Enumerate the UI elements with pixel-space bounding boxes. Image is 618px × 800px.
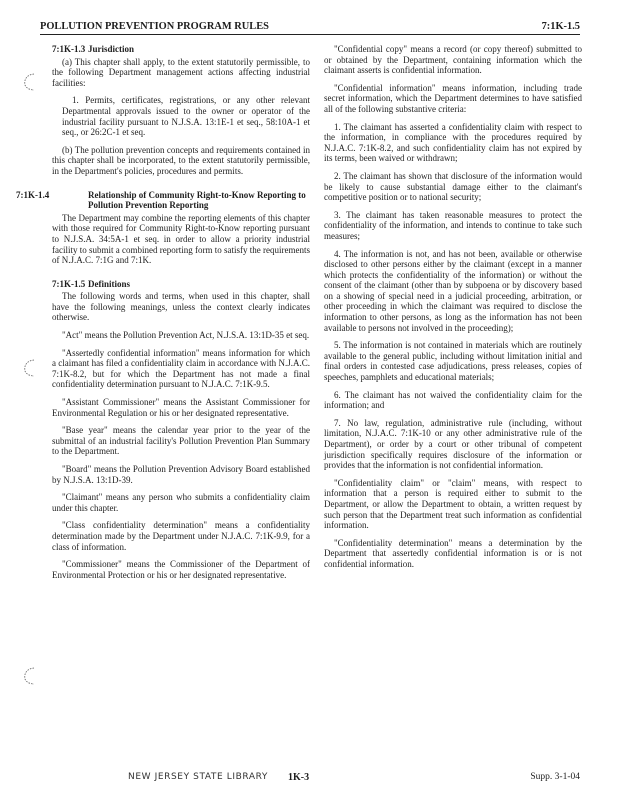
binder-hole-mark xyxy=(22,666,36,686)
definition: "Claimant" means any person who submits a confidentiality claim under this chapter. xyxy=(52,492,310,513)
header-section-ref: 7:1K-1.5 xyxy=(541,21,580,32)
definition: "Base year" means the calendar year prior to the year of the submittal of an industrial facility's Pollution Prevention Plan Summary to the Department. xyxy=(52,425,310,457)
definition: "Class confidentiality determination" means a confidentiality determination made by the Department under N.J.A.C. 7:1K-9.9, for a class of information. xyxy=(52,520,310,552)
criterion: 5. The information is not contained in materials which are routinely available to the general public, including without limitation initial and final orders in contested case adjudications, press releases, copies of speeches, pamphlets and educational materials; xyxy=(324,340,582,383)
running-header xyxy=(40,16,580,35)
paragraph: The following words and terms, when used in this chapter, shall have the following meanings, unless the context clearly indicates otherwise. xyxy=(52,291,310,323)
criterion: 2. The claimant has shown that disclosure of the information would be likely to cause substantial damage either to the claimant's competitive position or to national security; xyxy=(324,170,582,203)
definition: "Confidential information" means information, including trade secret information, which the Department determines to have satisfied all of the following substantive criteria: xyxy=(324,82,582,114)
criterion: 6. The claimant has not waived the confidentiality claim for the information; and xyxy=(324,389,582,411)
definition: "Confidential copy" means a record (or copy thereof) submitted to or obtained by the Department, containing information which the claimant asserts is confidential information. xyxy=(324,44,582,76)
binder-hole-mark xyxy=(22,72,36,92)
paragraph: (a) This chapter shall apply, to the extent statutorily permissible, to the following Department management actions affecting industrial facilities: xyxy=(52,56,310,88)
definition: "Confidentiality claim" or "claim" means, with respect to information that a person is required either to submit to the Department, or allow the Department to obtain, a written request by such person that the Department treat such information as confidential information. xyxy=(324,477,582,531)
library-stamp: NEW JERSEY STATE LIBRARY xyxy=(128,772,269,782)
paragraph: 1. Permits, certificates, registrations, or any other relevant Departmental approvals issued to the owner or operator of the industrial facility pursuant to N.J.S.A. 13:1E-1 et seq., 58:10A-1 et seq., or 26:2C-1 et seq. xyxy=(62,95,310,138)
left-column xyxy=(16,44,310,587)
paragraph: The Department may combine the reporting elements of this chapter with those required for Community Right-to-Know reporting pursuant to N.J.S.A. 34:5A-1 et seq. in order to allow a priority industrial facility to submit a combined reporting form to satisfy the requirements of N.J.A.C. 7:1G and 7:1K. xyxy=(52,212,310,266)
header-title: POLLUTION PREVENTION PROGRAM RULES xyxy=(40,21,269,32)
definition: "Act" means the Pollution Prevention Act, N.J.S.A. 13:1D-35 et seq. xyxy=(62,330,310,341)
criterion: 4. The information is not, and has not been, available or otherwise disclosed to other persons either by the claimant (except in a manner which protects the confidentiality of the information) or without the consent of the claimant (other than by subpoena or by discovery based on a showing of special need in a judicial proceeding, arbitration, or other proceeding in which the claimant was required to disclose the information to other persons, as long as the information has not been available to persons not involved in the proceeding); xyxy=(324,248,582,333)
section-heading-1-4: 7:1K-1.4 Relationship of Community Right-to-Know Reporting to Pollution Prevention Reporting xyxy=(16,189,306,211)
criterion: 7. No law, regulation, administrative rule (including, without limitation, N.J.A.C. 7:1K-10 or any other administrative rule of the Department), or order by a court or other tribunal of competent jurisdiction specifically requires disclosure of the information or provides that the information is not confidential information. xyxy=(324,417,582,471)
right-column xyxy=(324,44,582,577)
section-heading-1-5: 7:1K-1.5 Definitions xyxy=(52,278,131,289)
section-heading-1-3: 7:1K-1.3 Jurisdiction xyxy=(52,44,135,54)
definition: "Assistant Commissioner" means the Assistant Commissioner for Environmental Regulation or his or her designated representative. xyxy=(52,397,310,418)
definition: "Confidentiality determination" means a determination by the Department that assertedly confidential information is or is not confidential information. xyxy=(324,537,582,569)
definition: "Commissioner" means the Commissioner of the Department of Environmental Protection or his or her designated representative. xyxy=(52,559,310,580)
binder-hole-mark xyxy=(22,358,36,378)
criterion: 1. The claimant has asserted a confidentiality claim with respect to the information, in compliance with the procedures required by N.J.A.C. 7:1K-8.2, and such confidentiality claim has not expired by its terms, been waived or withdrawn; xyxy=(324,121,582,164)
definition: "Board" means the Pollution Prevention Advisory Board established by N.J.S.A. 13:1D-39. xyxy=(52,464,310,485)
page-number: 1K-3 xyxy=(288,772,310,783)
paragraph: (b) The pollution prevention concepts and requirements contained in this chapter shall be incorporated, to the extent statutorily permissible, in the Department's policies, procedures and permits. xyxy=(52,144,310,176)
definition: "Assertedly confidential information" means information for which a claimant has filed a confidentiality claim in accordance with N.J.A.C. 7:1K-8.2, but for which the Department has not made a final confidentiality determination pursuant to N.J.A.C. 7:1K-9.5. xyxy=(52,347,310,390)
supplement-date: Supp. 3-1-04 xyxy=(530,772,580,782)
criterion: 3. The claimant has taken reasonable measures to protect the confidentiality of the information, and intends to continue to take such measures; xyxy=(324,209,582,241)
